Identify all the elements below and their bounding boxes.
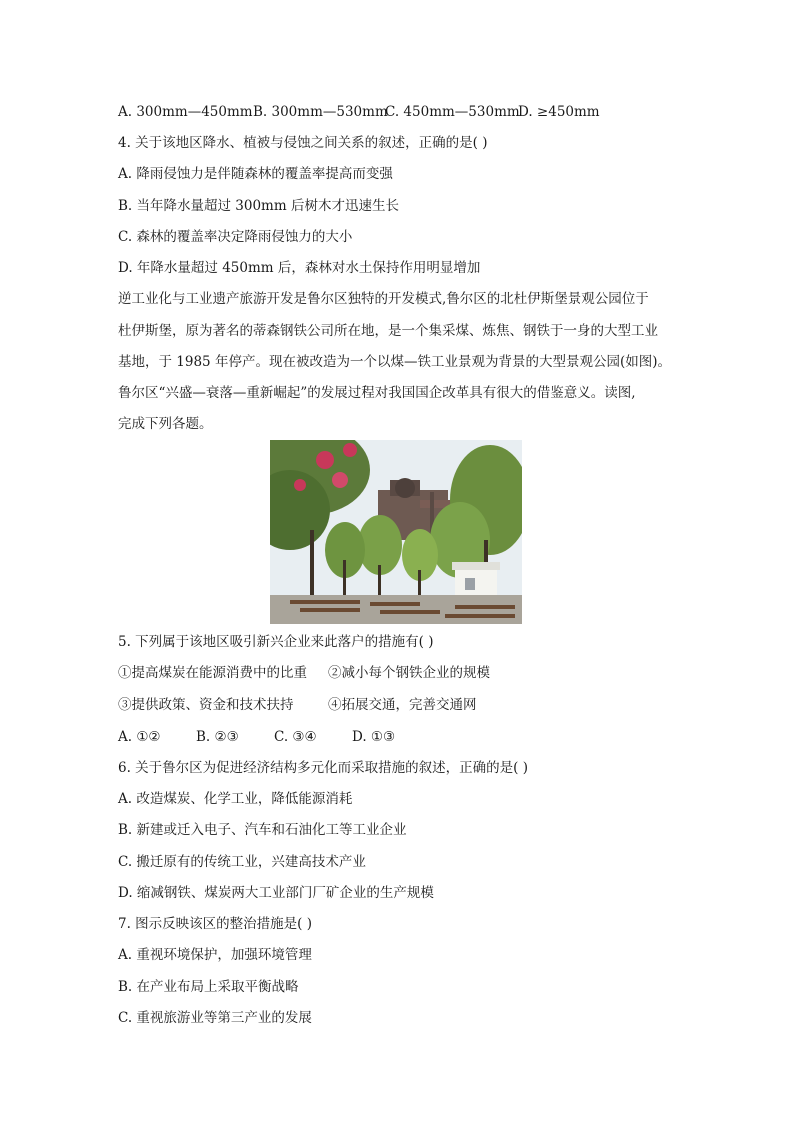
q5-option-b: B. ②③	[196, 729, 239, 745]
q4-option-b: B. 当年降水量超过 300mm 后树木才迅速生长	[118, 198, 399, 214]
passage-line-5: 完成下列各题。	[118, 416, 213, 432]
q5-choice-1: ①提高煤炭在能源消费中的比重	[118, 665, 307, 681]
q7-option-c: C. 重视旅游业等第三产业的发展	[118, 1010, 312, 1026]
q5-options-row	[118, 727, 395, 747]
q6-stem: 6. 关于鲁尔区为促进经济结构多元化而采取措施的叙述，正确的是( )	[118, 760, 528, 776]
q7-option-a: A. 重视环境保护，加强环境管理	[118, 947, 312, 963]
q5-choices-row-2	[118, 695, 477, 715]
q5-choice-2: ②减小每个钢铁企业的规模	[328, 665, 490, 681]
passage-line-3: 基地，于 1985 年停产。现在被改造为一个以煤—铁工业景观为背景的大型景观公园(如图)。	[118, 354, 671, 370]
q6-option-a: A. 改造煤炭、化学工业，降低能源消耗	[118, 791, 353, 807]
q5-choices-row-1	[118, 663, 490, 683]
q7-option-b: B. 在产业布局上采取平衡战略	[118, 979, 299, 995]
q7-stem: 7. 图示反映该区的整治措施是( )	[118, 916, 312, 932]
q5-option-a: A. ①②	[118, 729, 161, 745]
q3-option-a: A. 300mm—450mm	[118, 104, 253, 120]
park-photo-illustration	[270, 440, 522, 624]
q6-option-c: C. 搬迁原有的传统工业，兴建高技术产业	[118, 854, 366, 870]
q5-choice-4: ④拓展交通，完善交通网	[328, 697, 477, 713]
q3-option-d: D. ≥450mm	[518, 104, 600, 120]
q3-options-row	[118, 102, 600, 122]
landscape-park-photo	[270, 440, 522, 624]
q3-option-b: B. 300mm—530mm	[253, 104, 388, 120]
q6-option-d: D. 缩减钢铁、煤炭两大工业部门厂矿企业的生产规模	[118, 885, 434, 901]
q5-stem: 5. 下列属于该地区吸引新兴企业来此落户的措施有( )	[118, 634, 434, 650]
q3-option-c: C. 450mm—530mm	[385, 104, 520, 120]
passage-line-4: 鲁尔区“兴盛—衰落—重新崛起”的发展过程对我国国企改革具有很大的借鉴意义。读图,	[118, 385, 636, 401]
q4-stem: 4. 关于该地区降水、植被与侵蚀之间关系的叙述，正确的是( )	[118, 135, 488, 151]
q5-option-d: D. ①③	[352, 729, 396, 745]
q5-choice-3: ③提供政策、资金和技术扶持	[118, 697, 294, 713]
q5-option-c: C. ③④	[274, 729, 317, 745]
q6-option-b: B. 新建或迁入电子、汽车和石油化工等工业企业	[118, 822, 407, 838]
passage-line-2: 杜伊斯堡，原为著名的蒂森钢铁公司所在地，是一个集采煤、炼焦、钢铁于一身的大型工业	[118, 323, 658, 339]
q4-option-d: D. 年降水量超过 450mm 后，森林对水土保持作用明显增加	[118, 260, 481, 276]
q4-option-a: A. 降雨侵蚀力是伴随森林的覆盖率提高而变强	[118, 166, 393, 182]
passage-line-1: 逆工业化与工业遗产旅游开发是鲁尔区独特的开发模式,鲁尔区的北杜伊斯堡景观公园位于	[118, 291, 649, 307]
q4-option-c: C. 森林的覆盖率决定降雨侵蚀力的大小	[118, 229, 353, 245]
